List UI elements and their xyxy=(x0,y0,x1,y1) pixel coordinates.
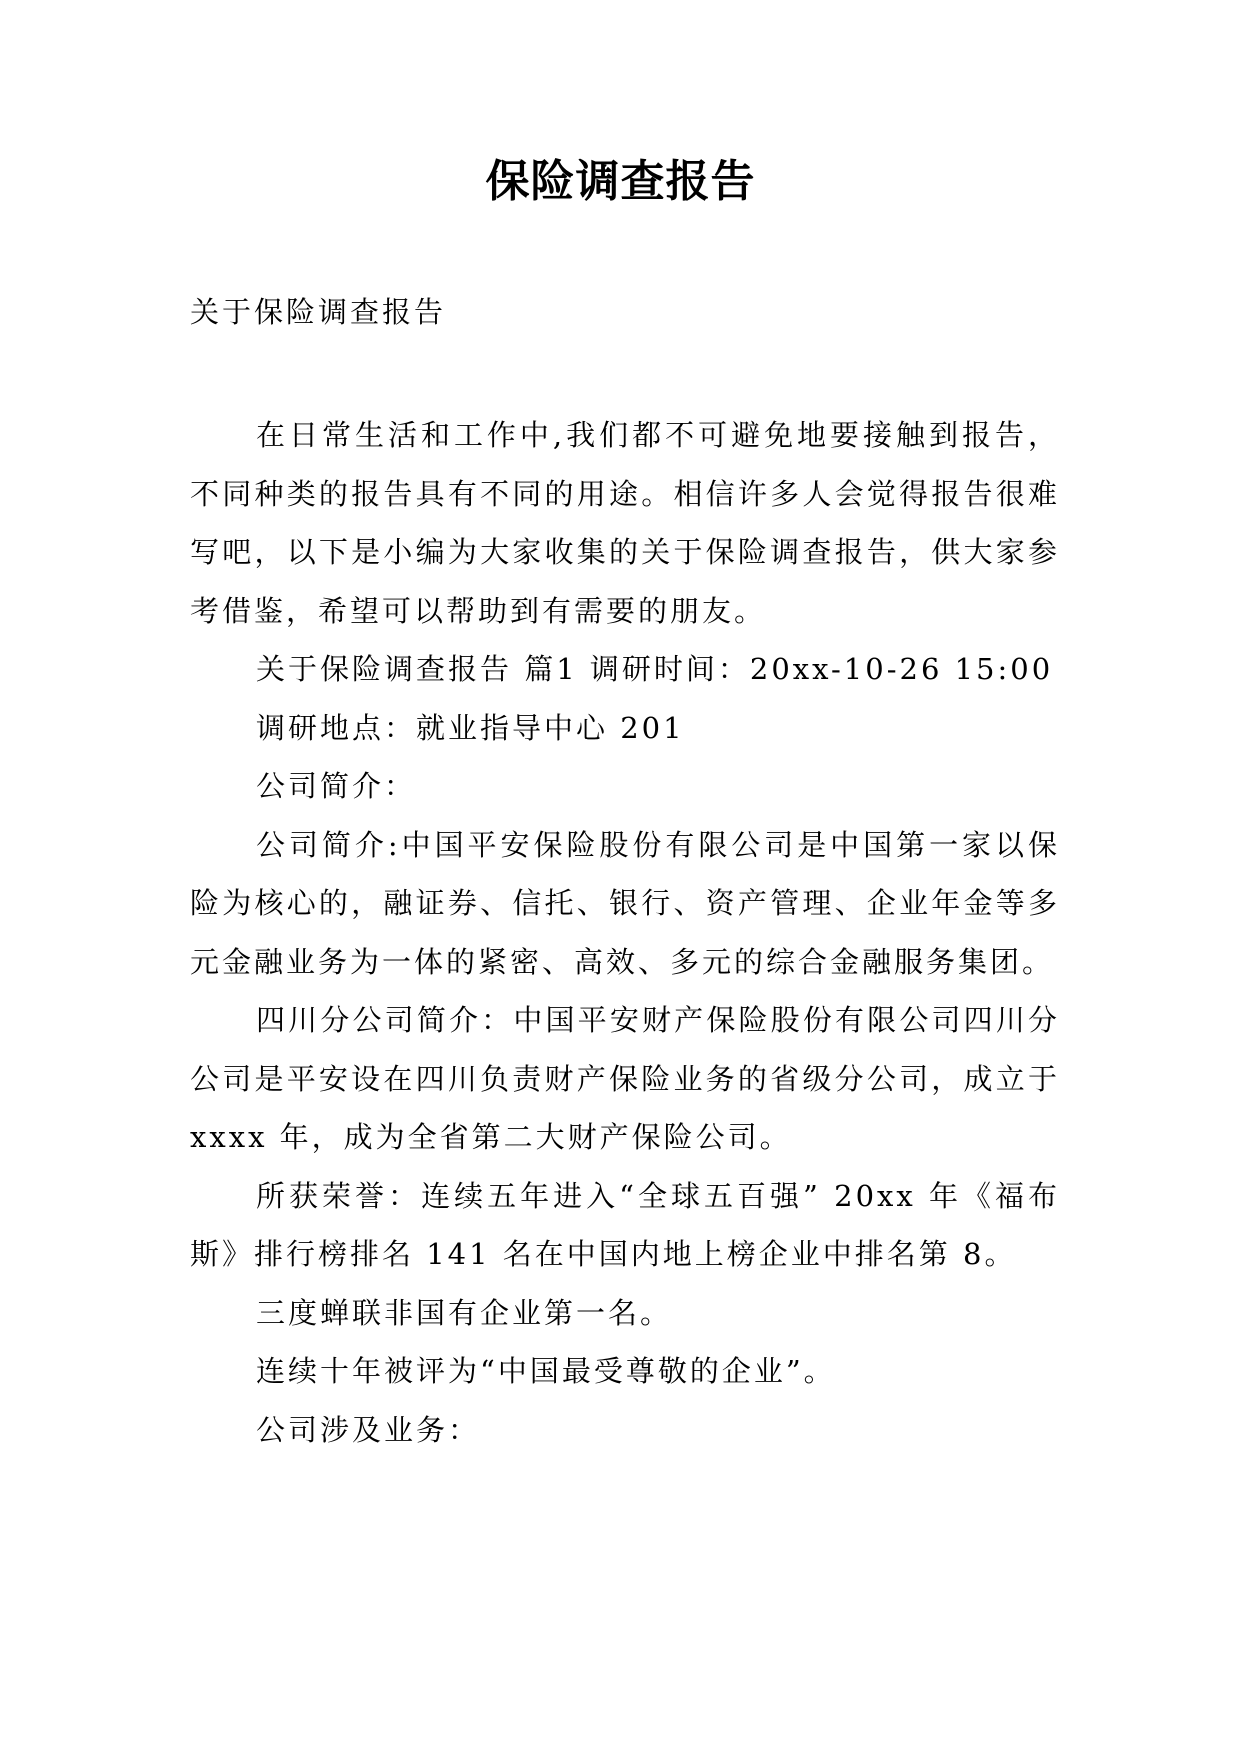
business-heading: 公司涉及业务： xyxy=(256,1412,481,1447)
survey-location-paragraph: 调研地点：就业指导中心 201 xyxy=(256,710,685,745)
intro-paragraph: 在日常生活和工作中,我们都不可避免地要接触到报告，不同种类的报告具有不同的用途。相信许多人会觉得报告很难写吧，以下是小编为大家收集的关于保险调查报告，供大家参考借鉴，希望可以帮助到有需要的朋友。 xyxy=(190,418,1060,628)
company-intro-heading: 公司简介： xyxy=(256,769,417,803)
document-body xyxy=(190,406,1060,1459)
honors-item-paragraph: 三度蝉联非国有企业第一名。 xyxy=(256,1295,673,1330)
page-title: 保险调查报告 xyxy=(485,156,756,207)
sichuan-branch-paragraph: 四川分公司简介：中国平安财产保险股份有限公司四川分公司是平安设在四川负责财产保险业务的省级分公司，成立于 xxxx 年，成为全省第二大财产保险公司。 xyxy=(190,1003,1060,1154)
survey-time-paragraph: 关于保险调查报告 篇1 调研时间：20xx-10-26 15:00 xyxy=(256,652,1054,686)
honors-paragraph: 所获荣誉：连续五年进入“全球五百强” 20xx 年《福布斯》排行榜排名 141 名在中国内地上榜企业中排名第 8。 xyxy=(190,1178,1060,1271)
document-subtitle: 关于保险调查报告 xyxy=(190,295,447,329)
company-intro-paragraph: 公司简介:中国平安保险股份有限公司是中国第一家以保险为核心的，融证券、信托、银行、资产管理、企业年金等多元金融业务为一体的紧密、高效、多元的综合金融服务集团。 xyxy=(190,827,1060,979)
honors-item-paragraph: 连续十年被评为“中国最受尊敬的企业”。 xyxy=(256,1354,836,1388)
